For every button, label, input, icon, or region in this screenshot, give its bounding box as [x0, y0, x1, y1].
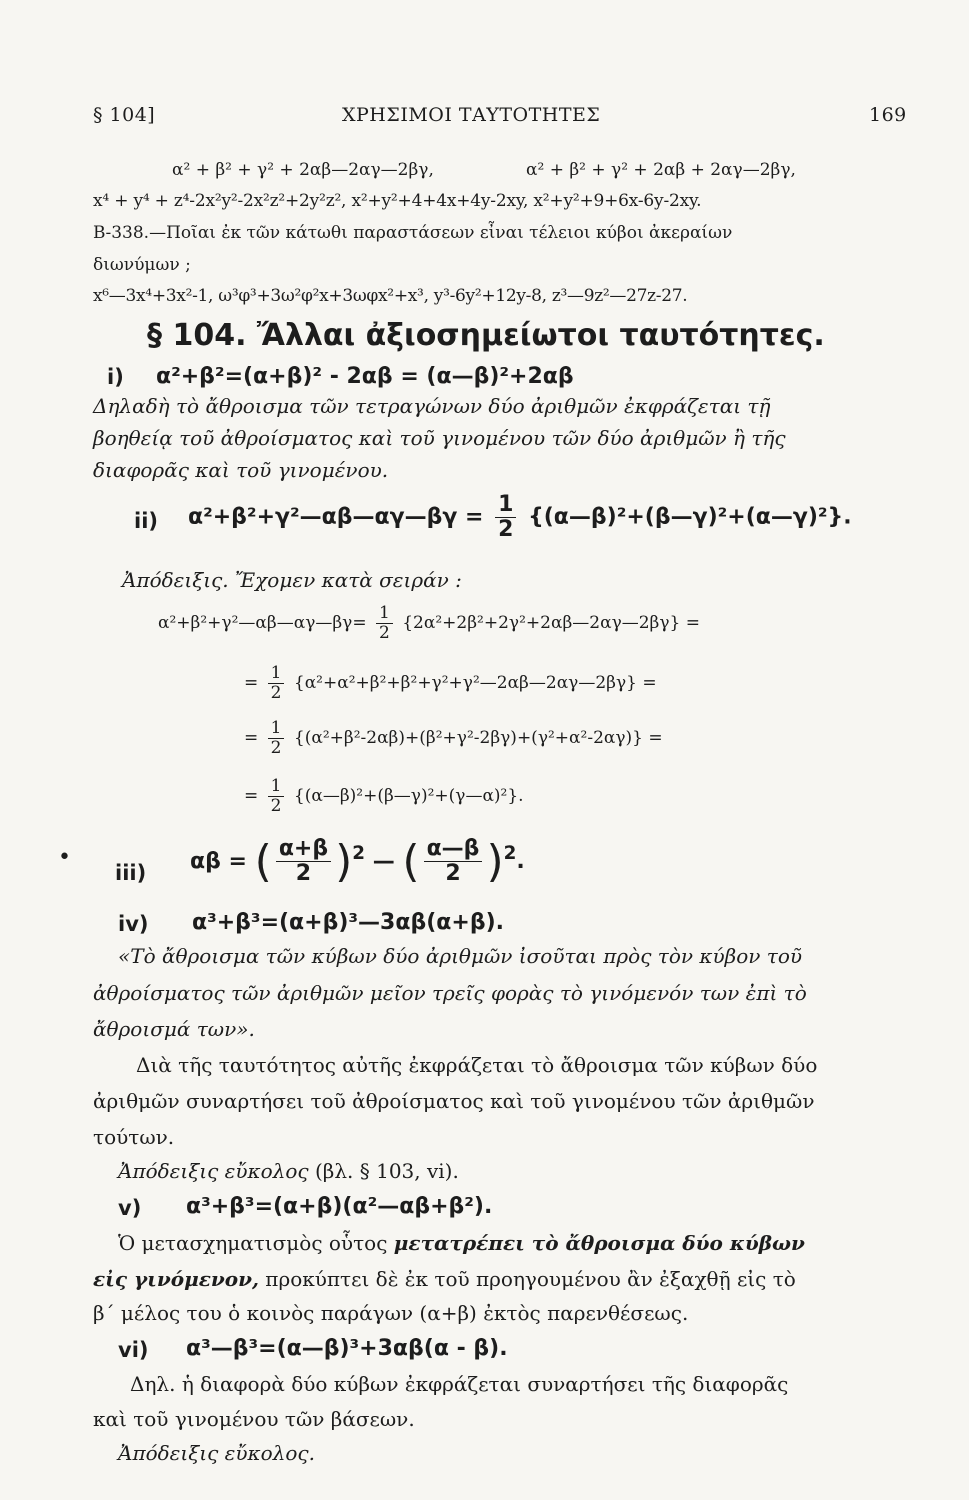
section-heading: § 104. Ἄλλαι ἀξιοσημείωτοι ταυτότητες. — [147, 318, 825, 353]
proof-step-3-half: $\frac{1}{2}$ — [268, 720, 285, 757]
identity-i-text-line-2: βοηθείᾳ τοῦ ἀθροίσματος καὶ τοῦ γινομένου τῶν δύο ἀριθμῶν ἢ τῆς — [93, 426, 786, 450]
proof-step-1-rhs: {2α²+2β²+2γ²+2αβ—2αγ—2βγ} = — [402, 613, 700, 633]
identity-v-formula: α³+β³=(α+β)(α²—αβ+β²). — [186, 1194, 493, 1219]
identity-ii-formula — [188, 494, 852, 541]
exercise-line-1b: α² + β² + γ² + 2αβ + 2αγ—2βγ, — [526, 160, 796, 180]
identity-iv-text-line-3: τούτων. — [93, 1125, 175, 1149]
identity-iii-label: iii) — [115, 861, 147, 885]
proof-step-4-rhs: {(α—β)²+(β—γ)²+(γ—α)²}. — [293, 786, 524, 806]
proof-step-3-rhs: {(α²+β²-2αβ)+(β²+γ²-2βγ)+(γ²+α²-2αγ)} = — [293, 728, 663, 748]
identity-iv-formula: α³+β³=(α+β)³—3αβ(α+β). — [192, 910, 504, 935]
header-title: ΧΡΗΣΙΜΟΙ ΤΑΥΤΟΤΗΤΕΣ — [342, 104, 601, 126]
identity-ii-fraction — [495, 494, 516, 541]
identity-iv-quote-line-1: «Τὸ ἄθροισμα τῶν κύβων δύο ἀριθμῶν ἰσοῦται πρὸς τὸν κύβον τοῦ — [118, 944, 803, 968]
identity-iv-quote-line-3: ἄθροισμά των». — [93, 1017, 255, 1041]
identity-iii-frac-diff: $\frac{\alpha—\beta}{2}$ — [424, 838, 483, 885]
identity-iv-text-line-1: Διὰ τῆς ταυτότητος αὐτῆς ἐκφράζεται τὸ ἄθροισμα τῶν κύβων δύο — [136, 1053, 818, 1077]
margin-dot: • — [58, 845, 71, 870]
exercise-b338-line-1: Β-338.—Ποῖαι ἐκ τῶν κάτωθι παραστάσεων εἶναι τέλειοι κύβοι ἀκεραίων — [93, 223, 733, 243]
proof-step-4-half: $\frac{1}{2}$ — [268, 778, 285, 815]
identity-v-text-line-1: Ὁ μετασχηματισμὸς οὗτος μετατρέπει τὸ ἄθροισμα δύο κύβων — [118, 1231, 805, 1255]
identity-ii-lhs: α²+β²+γ²—αβ—αγ—βγ = — [188, 504, 484, 530]
proof-step-2-half: $\frac{1}{2}$ — [268, 665, 285, 702]
identity-vi-text-line-1: Δηλ. ἡ διαφορὰ δύο κύβων ἐκφράζεται συναρτήσει τῆς διαφορᾶς — [130, 1372, 789, 1396]
identity-iii-frac-sum: $\frac{\alpha+\beta}{2}$ — [276, 838, 331, 885]
identity-vi-label: vi) — [118, 1338, 149, 1362]
identity-i-text-line-1: Δηλαδὴ τὸ ἄθροισμα τῶν τετραγώνων δύο ἀριθμῶν ἐκφράζεται τῇ — [93, 394, 771, 418]
proof-intro: Ἀπόδειξις. Ἔχομεν κατὰ σειράν : — [122, 568, 462, 592]
proof-step-4: = $\frac{1}{2}$ {(α—β)²+(β—γ)²+(γ—α)²}. — [244, 776, 524, 816]
proof-step-1-half: $\frac{1}{2}$ — [376, 605, 393, 642]
identity-v-text-line-2: εἰς γινόμενον, προκύπτει δὲ ἐκ τοῦ προηγουμένου ἂν ἐξαχθῇ εἰς τὸ — [93, 1267, 796, 1291]
identity-i-label: i) — [107, 365, 124, 389]
identity-v-text-line-3: β΄ μέλος του ὁ κοινὸς παράγων (α+β) ἐκτὸς παρενθέσεως. — [93, 1301, 689, 1325]
header-page-number: 169 — [869, 104, 907, 126]
identity-iv-label: iv) — [118, 912, 149, 936]
proof-step-2-rhs: {α²+α²+β²+β²+γ²+γ²—2αβ—2αγ—2βγ} = — [293, 673, 657, 693]
exercise-line-1a: α² + β² + γ² + 2αβ—2αγ—2βγ, — [172, 160, 434, 180]
proof-step-3: = $\frac{1}{2}$ {(α²+β²-2αβ)+(β²+γ²-2βγ)+(γ²+α²-2αγ)} = — [244, 718, 663, 758]
exercise-b338-line-2: διωνύμων ; — [93, 255, 191, 275]
identity-ii-label: ii) — [134, 509, 158, 533]
identity-ii-denominator: 2 — [498, 517, 514, 542]
identity-ii-numerator: 1 — [495, 494, 516, 518]
identity-iii-formula: αβ = ( $\frac{\alpha+\beta}{2}$ )$^2$ — ( $\frac{\alpha—\beta}{2}$ )$^2$. — [190, 835, 525, 887]
identity-vi-proof: Ἀπόδειξις εὔκολος. — [118, 1441, 315, 1465]
proof-step-1 — [158, 605, 700, 642]
identity-iv-proof: Ἀπόδειξις εὔκολος (βλ. § 103, vi). — [118, 1159, 459, 1183]
exercise-line-2: x⁴ + y⁴ + z⁴-2x²y²-2x²z²+2y²z², x²+y²+4+4x+4y-2xy, x²+y²+9+6x-6y-2xy. — [93, 191, 702, 211]
header-section-ref: § 104] — [93, 104, 156, 126]
identity-iii-lhs: αβ = — [190, 849, 247, 874]
identity-v-label: v) — [118, 1196, 142, 1220]
proof-step-2: = $\frac{1}{2}$ {α²+α²+β²+β²+γ²+γ²—2αβ—2αγ—2βγ} = — [244, 663, 657, 703]
exercise-b338-line-3: x⁶—3x⁴+3x²-1, ω³φ³+3ω²φ²x+3ωφx²+x³, y³-6y²+12y-8, z³—9z²—27z-27. — [93, 286, 688, 306]
identity-ii-rhs: {(α—β)²+(β—γ)²+(α—γ)²}. — [528, 504, 852, 530]
identity-iv-text-line-2: ἀριθμῶν συναρτήσει τοῦ ἀθροίσματος καὶ τοῦ γινομένου τῶν ἀριθμῶν — [93, 1089, 815, 1113]
identity-i-text-line-3: διαφορᾶς καὶ τοῦ γινομένου. — [93, 458, 389, 482]
identity-iv-quote-line-2: ἀθροίσματος τῶν ἀριθμῶν μεῖον τρεῖς φορὰς τὸ γινόμενόν των ἐπὶ τὸ — [93, 981, 807, 1005]
proof-step-1-lhs: α²+β²+γ²—αβ—αγ—βγ= — [158, 613, 367, 633]
identity-vi-text-line-2: καὶ τοῦ γινομένου τῶν βάσεων. — [93, 1407, 415, 1431]
identity-i-formula: α²+β²=(α+β)² - 2αβ = (α—β)²+2αβ — [156, 364, 574, 389]
identity-vi-formula: α³—β³=(α—β)³+3αβ(α - β). — [186, 1336, 508, 1361]
